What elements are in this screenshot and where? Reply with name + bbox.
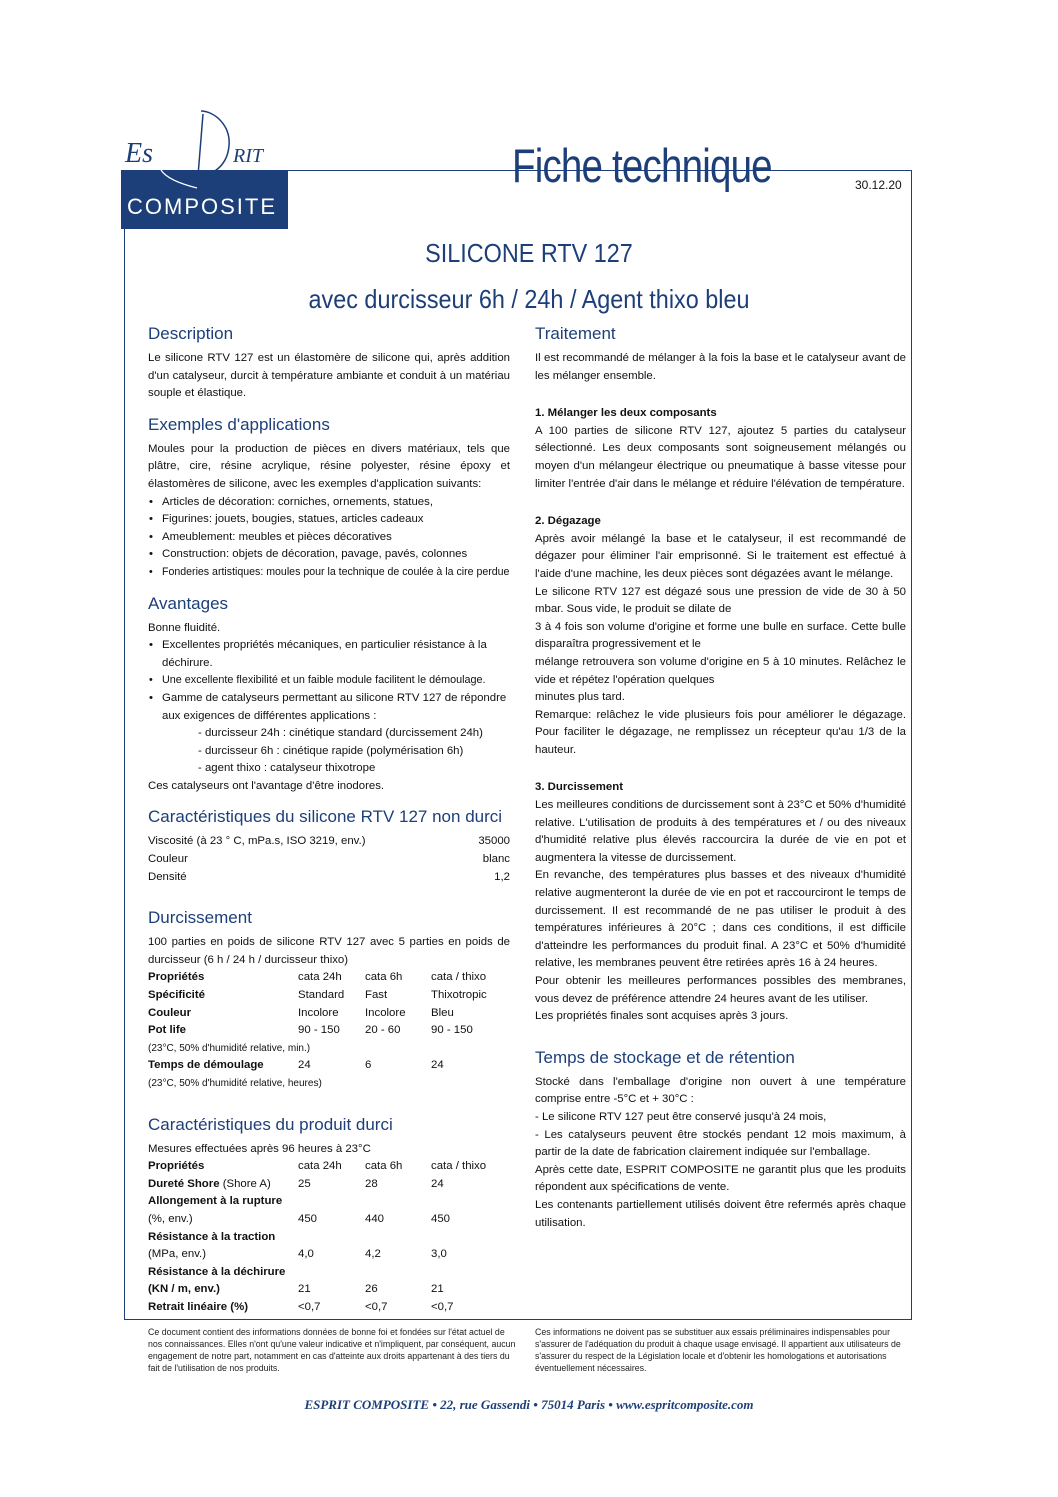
step1-text: A 100 parties de silicone RTV 127, ajoutez 5 parties du catalyseur sélectionné. Les deux composants sont soigneusement mélangés ou moyen d'un mélangeur électrique ou pneumatique à basse vitesse pour limiter l'entrée d'air dans le mélange et réduire l'élévation de température. <box>535 424 906 490</box>
spec-row: Viscosité (à 23 ° C, mPa.s, ISO 3219, env.) 35000 <box>148 835 510 848</box>
avantages-end: Ces catalyseurs ont l'avantage d'être inodores. <box>148 779 385 792</box>
avantages-list <box>148 637 510 725</box>
list-item: • Articles de décoration: corniches, ornements, statues, <box>148 494 510 512</box>
section-caracteristiques-heading: Caractéristiques du silicone RTV 127 non durci <box>148 807 503 827</box>
product-title: SILICONE RTV 127 <box>425 238 633 268</box>
list-item: • Gamme de catalyseurs permettant au silicone RTV 127 de répondre aux exigences de différentes applications : <box>148 690 510 725</box>
step2-text: Le silicone RTV 127 est dégazé sous une pression de vide de 30 à 50 mbar. Sous vide, le produit se dilate de <box>535 585 906 616</box>
avantages-line: Bonne fluidité. <box>148 621 221 634</box>
left-column <box>148 322 510 1317</box>
section-avantages-heading: Avantages <box>148 593 229 613</box>
product-subtitle: avec durcisseur 6h / 24h / Agent thixo bleu <box>308 284 750 314</box>
section-exemples-heading: Exemples d'applications <box>148 414 330 434</box>
step2-heading: 2. Dégazage <box>535 515 601 528</box>
svg-text:Es: Es <box>125 138 153 169</box>
doc-type-title: Fiche technique <box>512 139 772 192</box>
step3-text: Les meilleures conditions de durcissement sont à 23°C et 50% d'humidité relative. L'utilisation de produits à des températures et / ou des niveaux d'humidité relative plus élevés raccourcira la durée de vie en pot et augmentera la vitesse de durcissement. <box>535 799 906 864</box>
exemples-intro: Moules pour la production de pièces en divers matériaux, tels que plâtre, cire, résine acrylique, résine polyester, résine époxy et élastomères de silicone, avec les exemples d'application suivants: <box>148 442 510 490</box>
step2-text: minutes plus tard. <box>535 691 625 704</box>
step3-text: Pour obtenir les meilleures performances possibles des membranes, vous devez de préférence attendre 24 heures avant de les utiliser. <box>535 975 906 1005</box>
stockage-text: Après cette date, ESPRIT COMPOSITE ne garantit plus que les produits répondent aux spécifications de vente. <box>535 1163 906 1194</box>
stockage-text: - Le silicone RTV 127 peut être conservé jusqu'à 24 mois, <box>535 1110 827 1123</box>
section-durcissement-heading: Durcissement <box>148 908 252 928</box>
avantages-sub-line: - durcisseur 24h : cinétique standard (durcissement 24h) <box>198 727 483 740</box>
stockage-text: Stocké dans l'emballage d'origine non ouvert à une température comprise entre -5°C et + 30°C : <box>535 1075 906 1106</box>
durcissement-table: Propriétés cata 24h cata 6h cata / thixo Spécificité Standard Fast Thixotropic Couleur Incolore Incolore Bleu Pot life 90 - 150 20 - 60 90 - 150 (23°C, 50% d'humidité relative, min.) Temps de démoulage 24 6 24 (23°C, 50% d'humidité relative, heures) <box>148 971 487 1089</box>
footer-address: ESPRIT COMPOSITE • 22, rue Gassendi • 75014 Paris • www.espritcomposite.com <box>304 1397 754 1412</box>
section-stockage-heading: Temps de stockage et de rétention <box>535 1047 795 1067</box>
list-item: • Construction: objets de décoration, pavage, pavés, colonnes <box>148 546 510 564</box>
doc-date: 30.12.20 <box>855 178 902 192</box>
exemples-list <box>148 494 510 582</box>
section-traitement-heading: Traitement <box>535 324 616 343</box>
stockage-text: - Les catalyseurs peuvent être stockés pendant 12 mois maximum, à partir de la date de fabrication clairement indiquée sur l'emballage. <box>535 1128 906 1159</box>
description-text: Le silicone RTV 127 est un élastomère de silicone qui, après addition d'un catalyseur, durcit à température ambiante et conduit à un matériau souple et élastique. <box>148 352 510 400</box>
section-produit-heading: Caractéristiques du produit durci <box>148 1114 393 1134</box>
traitement-intro: Il est recommandé de mélanger à la fois la base et le catalyseur avant de les mélanger ensemble. <box>535 352 906 382</box>
svg-text:COMPOSITE: COMPOSITE <box>127 194 278 219</box>
step2-text: Remarque: relâchez le vide plusieurs fois pour améliorer le dégazage. Pour faciliter le dégazage, ne remplissez un récepteur qu'au 1/3 de la hauteur. <box>535 708 906 756</box>
svg-text:RIT: RIT <box>233 145 263 167</box>
step2-text: mélange retrouvera son volume d'origine en 5 à 10 minutes. Relâchez le vide et répétez l'opération quelques <box>535 655 906 686</box>
list-item: • Une excellente flexibilité et un faible module facilitent le démoulage. <box>148 672 510 690</box>
step2-text: 3 à 4 fois son volume d'origine et forme une bulle en surface. Cette bulle disparaîtra progressivement et le <box>535 620 906 651</box>
right-column <box>535 322 906 1232</box>
company-logo <box>121 106 288 229</box>
step1-heading: 1. Mélanger les deux composants <box>535 407 717 420</box>
spec-row: Couleur blanc <box>148 853 510 866</box>
produit-intro: Mesures effectuées après 96 heures à 23°C <box>148 1142 371 1155</box>
avantages-sub-line: - durcisseur 6h : cinétique rapide (polymérisation 6h) <box>198 744 464 757</box>
list-item: • Fonderies artistiques: moules pour la technique de coulée à la cire perdue <box>148 564 510 582</box>
step3-heading: 3. Durcissement <box>535 781 623 794</box>
spec-row: Densité 1,2 <box>148 870 510 883</box>
section-description-heading: Description <box>148 324 234 343</box>
step3-text: En revanche, des températures plus basses et des niveaux d'humidité relative augmenteront la durée de vie en pot et raccourciront le temps de durcissement. Il est recommandé de ne pas utiliser le produit à des températures inférieures à 20°C ; dans ces conditions, il est difficile d'atteindre les performances du produit final. A 23°C et 50% d'humidité relative, les membranes peuvent être retirées après 16 à 24 heures. <box>535 869 906 970</box>
footer-disclaimer-left: Ce document contient des informations données de bonne foi et fondées sur l'état actuel de nos connaissances. Elles n'ont qu'une valeur indicative et n'impliquent, par conséquent, aucun engagement de notre part, notamment en cas d'atteinte aux droits appartenant à des tiers du fait de l'utilisation de nos produits. <box>148 1327 516 1373</box>
produit-table: Propriétés cata 24h cata 6h cata / thixo Dureté Shore (Shore A) 25 28 24 Allongement à la rupture (%, env.) 450 440 450 Résistance à la traction (MPa, env.) 4,0 4,2 3,0 Résistance à la déchirure (KN / m, env.) 21 26 21 Retrait linéaire (%) <0,7 <0,7 <0,7 <box>148 1160 487 1313</box>
footer-disclaimer-right: Ces informations ne doivent pas se substituer aux essais préliminaires indispensables pour s'assurer de l'adéquation du produit à chaque usage envisagé. Il appartient aux utilisateurs de s'assurer du respect de la Législation locale et d'obtenir les homologations et autorisations éventuellement nécessaires. <box>535 1327 901 1373</box>
avantages-sub-line: - agent thixo : catalyseur thixotrope <box>198 762 376 775</box>
list-item: • Excellentes propriétés mécaniques, en particulier résistance à la déchirure. <box>148 637 510 672</box>
stockage-text: Les contenants partiellement utilisés doivent être refermés après chaque utilisation. <box>535 1198 906 1229</box>
durcissement-intro: 100 parties en poids de silicone RTV 127 avec 5 parties en poids de durcisseur (6 h / 24 h / durcisseur thixo) <box>148 936 510 966</box>
list-item: • Figurines: jouets, bougies, statues, articles cadeaux <box>148 511 510 529</box>
list-item: • Ameublement: meubles et pièces décoratives <box>148 529 510 547</box>
step3-text: Les propriétés finales sont acquises après 3 jours. <box>535 1010 789 1023</box>
step2-text: Après avoir mélangé la base et le catalyseur, il est recommandé de dégazer pour éliminer l'air emprisonné. Si le traitement est effectué à l'aide d'une machine, les deux pièces sont dégazées avant le mélange. <box>535 532 906 580</box>
